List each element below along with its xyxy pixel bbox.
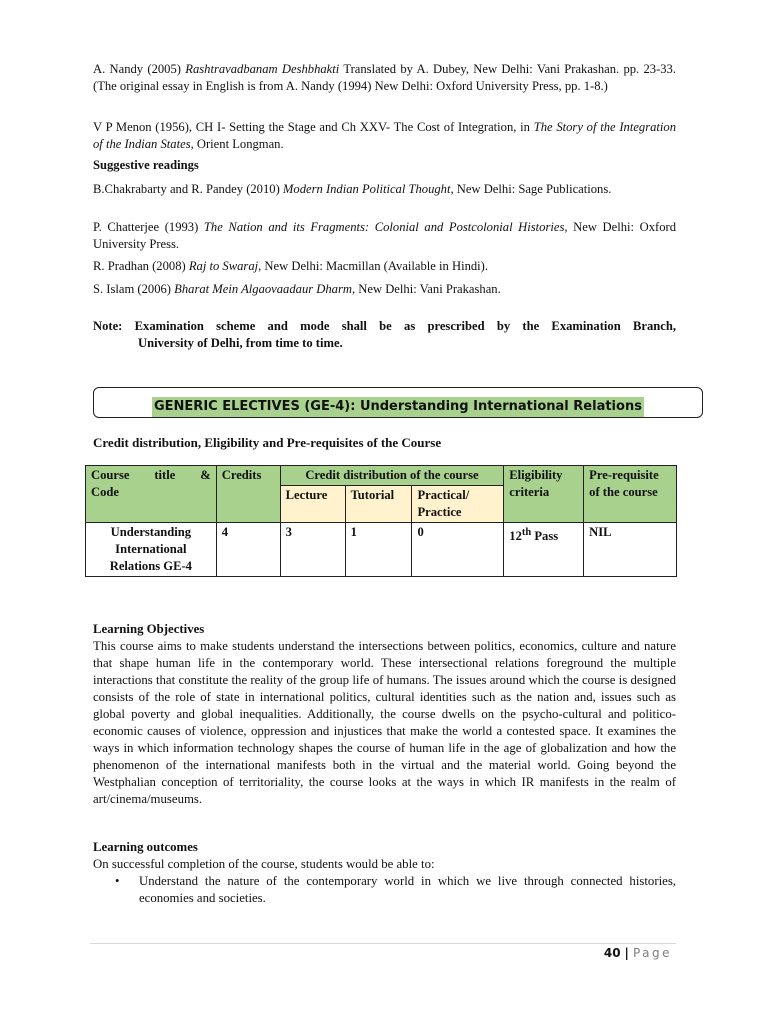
learning-outcomes-intro: On successful completion of the course, students would be able to: — [93, 857, 435, 871]
header-credits: Credits — [216, 466, 280, 523]
reference-menon — [93, 119, 676, 153]
cell-lecture: 3 — [280, 523, 345, 577]
eligibility-suffix: th — [521, 527, 532, 538]
suggestive-reading — [93, 281, 676, 298]
cell-credits: 4 — [216, 523, 280, 577]
page-label: Page — [632, 946, 672, 960]
reference-title: Raj to Swaraj — [188, 259, 259, 273]
learning-objectives-section — [93, 621, 676, 808]
reference-details: , New Delhi: Vani Prakashan. — [351, 282, 501, 296]
header-eligibility: Eligibility criteria — [504, 466, 584, 523]
reference-title: The Story of the Integration of the Indian States — [93, 120, 676, 151]
generic-electives-banner — [93, 387, 703, 418]
reference-title: The Nation and its Fragments: Colonial and Postcolonial Histories — [203, 220, 565, 234]
header-credit-distribution: Credit distribution of the course — [280, 466, 504, 486]
cell-prerequisite: NIL — [584, 523, 677, 577]
reference-details: Translated by A. Dubey, New Delhi: Vani Prakashan. pp. 23-33. (The original essay in English is from A. Nandy (1994) New Delhi: Oxford University Press, pp. 1-8.) — [93, 62, 677, 93]
note-line: Note: Examination scheme and mode shall be as prescribed by the Examination Branch, — [93, 319, 676, 333]
suggestive-reading — [93, 258, 676, 275]
learning-outcomes-heading: Learning outcomes — [93, 840, 198, 854]
reference-author: P. Chatterjee (1993) — [93, 220, 204, 234]
reference-details: , New Delhi: Macmillan (Available in Hindi). — [258, 259, 489, 273]
reference-author: R. Pradhan (2008) — [93, 259, 189, 273]
list-item — [93, 873, 676, 907]
learning-objectives-text: This course aims to make students understand the intersections between politics, economics, culture and nature that shape human life in the contemporary world. These intersectional relations foreground the multiple interactions that constitute the reality of the group life of humans. The issues around which the course is designed consists of the role of state in international politics, cultural identities such as the nation and, issues such as global poverty and global inequalities. Additionally, the course dwells on the psycho-cultural and politico-economic causes of violence, oppression and injustices that make the world a contested space. It examines the ways in which information technology shapes the course of human life in the age of globalization and how the phenomenon of the international manifests both in the virtual and the material world. Going beyond the Westphalian conception of territoriality, the course looks at the ways in which IR manifests in the realm of art/cinema/museums. — [93, 639, 676, 806]
credit-distribution-table — [85, 465, 677, 577]
learning-outcomes-list — [93, 873, 676, 907]
suggestive-reading — [93, 181, 676, 198]
bullet-icon: • — [115, 874, 120, 888]
header-text: Code — [91, 485, 119, 499]
page-separator: | — [624, 946, 629, 960]
reference-details: , Orient Longman. — [190, 137, 284, 151]
cell-practical: 0 — [412, 523, 504, 577]
suggestive-readings-heading: Suggestive readings — [93, 158, 199, 172]
credit-distribution-heading: Credit distribution, Eligibility and Pre-requisites of the Course — [93, 435, 442, 450]
learning-outcomes-section — [93, 839, 676, 907]
header-prerequisite: Pre-requisite of the course — [584, 466, 677, 523]
suggestive-reading — [93, 219, 676, 253]
reference-author: S. Islam (2006) — [93, 282, 175, 296]
reference-details: , New Delhi: Oxford University Press. — [93, 220, 676, 251]
reference-author: A. Nandy (2005) — [93, 62, 186, 76]
page-number-value: 40 — [603, 946, 621, 960]
header-tutorial: Tutorial — [345, 486, 412, 523]
cell-eligibility — [504, 523, 584, 577]
cell-course-name: Understanding International Relations GE-4 — [86, 523, 217, 577]
reference-nandy — [93, 61, 676, 95]
note-line: University of Delhi, from time to time. — [138, 336, 343, 350]
eligibility-number: 12 — [509, 529, 522, 544]
reference-title: Rashtravadbanam Deshbhakti — [185, 62, 340, 76]
cell-tutorial: 1 — [345, 523, 412, 577]
examination-note — [93, 318, 676, 352]
table-row — [86, 523, 677, 577]
reference-details: New Delhi: Sage Publications. — [453, 182, 612, 196]
generic-electives-title: GENERIC ELECTIVES (GE-4): Understanding International Relations — [152, 397, 644, 418]
footer-divider — [90, 943, 676, 944]
header-text: Course title & — [91, 468, 211, 482]
list-item-text: Understand the nature of the contemporary world in which we live through connected histories, economies and societies. — [139, 874, 676, 905]
reference-title: Modern Indian Political Thought, — [282, 182, 454, 196]
page-number — [604, 946, 672, 960]
reference-author: B.Chakrabarty and R. Pandey (2010) — [93, 182, 283, 196]
learning-objectives-heading: Learning Objectives — [93, 622, 205, 636]
header-lecture: Lecture — [280, 486, 345, 523]
header-course-title — [86, 466, 217, 523]
eligibility-text: Pass — [531, 529, 559, 544]
reference-title: Bharat Mein Algaovaadaur Dharm — [174, 282, 352, 296]
reference-author: V P Menon (1956), CH I- Setting the Stage and Ch XXV- The Cost of Integration, in — [93, 120, 534, 134]
header-practical: Practical/ Practice — [412, 486, 504, 523]
table-header-row — [86, 466, 677, 486]
